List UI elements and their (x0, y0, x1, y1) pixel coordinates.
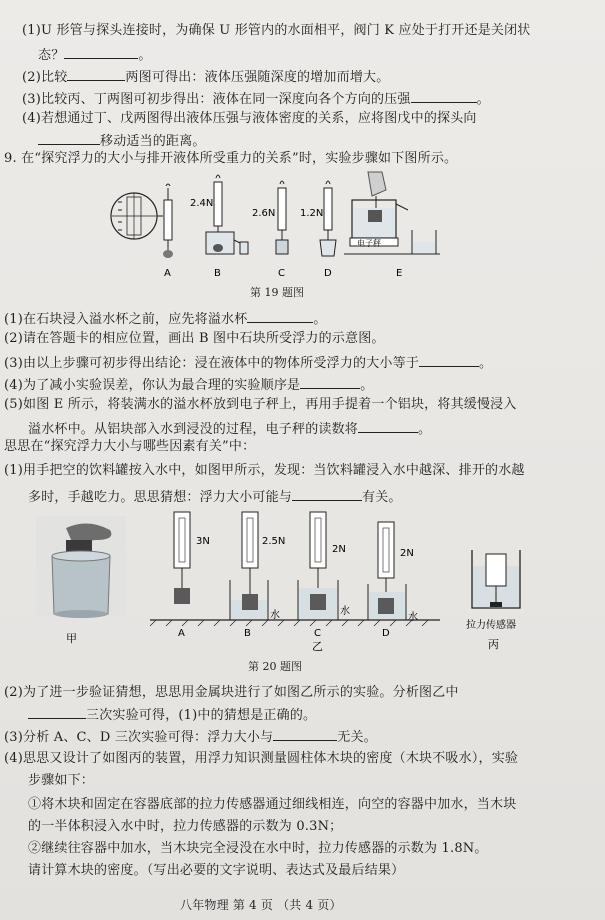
svg-text:D: D (382, 628, 390, 639)
svg-text:A: A (164, 268, 171, 279)
q20-part4: (4)思思又设计了如图丙的装置，用浮力知识测量圆柱体木块的密度（木块不吸水），实验 (4, 751, 519, 766)
svg-text:乙: 乙 (312, 640, 323, 653)
svg-text:水: 水 (408, 612, 418, 623)
q19-intro: 9. 在“探究浮力的大小与排开液体所受重力的关系”时，实验步骤如下图所示。 (4, 151, 458, 166)
svg-text:拉力传感器: 拉力传感器 (466, 620, 516, 631)
q20-part1-cont: 多时，手越吃力。思思猜想：浮力大小可能与 有关。 (28, 486, 402, 507)
svg-text:甲: 甲 (66, 632, 77, 645)
q18-part3: (3)比较丙、丁两图可初步得出：液体在同一深度向各个方向的压强 。 (22, 88, 490, 109)
svg-text:C: C (278, 268, 285, 279)
q19-figure (100, 170, 460, 290)
svg-text:1.2N: 1.2N (300, 208, 324, 219)
q20-intro: 思思在“探究浮力大小与哪些因素有关”中： (4, 439, 256, 454)
q18-part4: (4)若想通过丁、戊两图得出液体压强与液体密度的关系，应将图戊中的探头向 (22, 111, 477, 126)
q20-part2-cont: 三次实验可得，(1)中的猜想是正确的。 (28, 704, 316, 725)
svg-text:E: E (396, 268, 403, 279)
svg-text:B: B (214, 268, 221, 279)
answer-blank[interactable] (411, 88, 477, 103)
q19-figure-e (344, 172, 440, 279)
q20-figure-yi (150, 508, 450, 658)
answer-blank[interactable] (273, 726, 337, 741)
q20-figure-bing (462, 546, 562, 656)
svg-text:3N: 3N (196, 536, 210, 547)
q20-part4-cont: 步骤如下： (28, 773, 95, 788)
answer-blank[interactable] (247, 308, 313, 323)
answer-blank[interactable] (28, 704, 86, 719)
svg-text:D: D (324, 268, 332, 279)
q20-figure-caption: 第 20 题图 (248, 660, 302, 673)
q19-figure-d (300, 181, 336, 279)
svg-text:2.6N: 2.6N (252, 208, 276, 219)
q19-figure-a (111, 184, 173, 279)
svg-text:水: 水 (270, 610, 280, 621)
q20-figure-jia (36, 516, 126, 646)
q20-yi-c (298, 512, 350, 653)
q18-part1: (1)U 形管与探头连接时，为确保 U 形管内的水面相平，阀门 K 应处于打开还是关闭状 (22, 23, 531, 38)
q19-part3: (3)由以上步骤可初步得出结论：浸在液体中的物体所受浮力的大小等于 。 (4, 352, 492, 373)
answer-blank[interactable] (67, 66, 125, 81)
q19-figure-c (252, 181, 288, 279)
q20-part3: (3)分析 A、C、D 三次实验可得：浮力大小与 无关。 (4, 726, 377, 747)
q19-part2: (2)请在答题卡的相应位置，画出 B 图中石块所受浮力的示意图。 (4, 331, 385, 346)
q19-part5: (5)如图 E 所示，将装满水的溢水杯放到电子秤上，再用手提着一个铝块，将其缓慢浸入 (4, 397, 517, 412)
q18-part1-cont: 态？ 。 (38, 44, 152, 65)
q20-yi-d (368, 522, 418, 639)
q20-yi-b (230, 512, 285, 639)
q19-figure-caption: 第 19 题图 (250, 286, 304, 299)
q20-step2: ②继续往容器中加水，当木块完全浸没在水中时，拉力传感器的示数为 1.8N。 (28, 841, 488, 856)
q20-step1: ①将木块和固定在容器底部的拉力传感器通过细线相连，向空的容器中加水，当木块 (28, 797, 517, 812)
svg-text:C: C (314, 628, 321, 639)
svg-text:2.5N: 2.5N (262, 536, 286, 547)
answer-blank[interactable] (358, 418, 418, 433)
q19-part4: (4)为了减小实验误差，你认为最合理的实验顺序是 。 (4, 374, 373, 395)
page-footer: 八年物理 第 4 页 （共 4 页） (180, 898, 342, 912)
q18-part4-cont: 移动适当的距离。 (38, 130, 206, 151)
q20-step1-cont: 的一半体积浸入水中时，拉力传感器的示数为 0.3N； (28, 819, 343, 834)
svg-text:A: A (178, 628, 185, 639)
q19-figure-b (190, 175, 248, 279)
answer-blank[interactable] (300, 374, 360, 389)
svg-text:丙: 丙 (488, 638, 499, 651)
svg-text:B: B (244, 628, 251, 639)
svg-text:水: 水 (340, 606, 350, 617)
answer-blank[interactable] (64, 44, 138, 59)
svg-text:电子秤: 电子秤 (357, 239, 381, 248)
answer-blank[interactable] (292, 486, 362, 501)
q18-part2: (2)比较 两图可得出：液体压强随深度的增加而增大。 (22, 66, 389, 87)
answer-blank[interactable] (419, 352, 479, 367)
q20-step3: 请计算木块的密度。（写出必要的文字说明、表达式及最后结果） (28, 863, 405, 878)
answer-blank[interactable] (38, 130, 100, 145)
q20-part2: (2)为了进一步验证猜想，思思用金属块进行了如图乙所示的实验。分析图乙中 (4, 685, 459, 700)
q19-part1: (1)在石块浸入溢水杯之前，应先将溢水杯 。 (4, 308, 327, 329)
svg-text:2N: 2N (332, 544, 346, 555)
q20-part1: (1)用手把空的饮料罐按入水中，如图甲所示，发现：当饮料罐浸入水中越深、排开的水越 (4, 463, 525, 478)
q19-part5-cont: 溢水杯中。从铝块部入水到浸没的过程，电子秤的读数将 。 (28, 418, 431, 439)
svg-text:2.4N: 2.4N (190, 198, 214, 209)
svg-text:2N: 2N (400, 548, 414, 559)
